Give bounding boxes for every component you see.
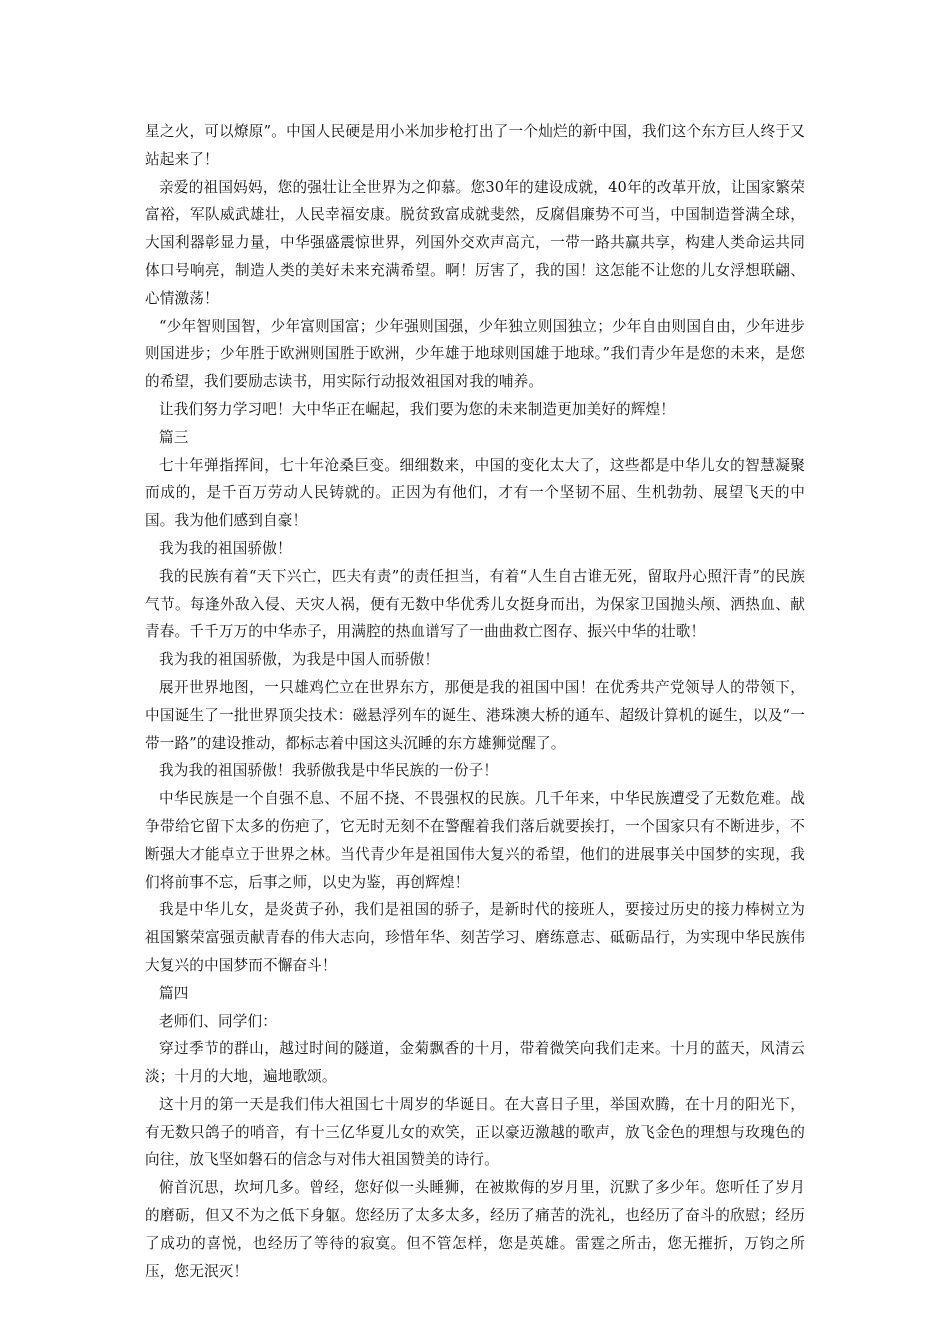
paragraph: 中华民族是一个自强不息、不屈不挠、不畏强权的民族。几千年来，中华民族遭受了无数危难。战争带给它留下太多的伤疤了，它无时无刻不在警醒着我们落后就要挨打，一个国家只有不断进步，不断强大才能卓立于世界之林。当代青少年是祖国伟大复兴的希望，他们的进展事关中国梦的实现，我们将前事不忘，后事之师，以史为鉴，再创辉煌！	[145, 790, 805, 891]
article-body	[145, 118, 805, 1285]
paragraph: 我为我的祖国骄傲！我骄傲我是中华民族的一份子！	[159, 762, 499, 780]
salutation: 老师们、同学们：	[159, 1012, 277, 1030]
paragraph: 让我们努力学习吧！大中华正在崛起，我们要为您的未来制造更加美好的辉煌！	[159, 400, 676, 418]
paragraph: 星之火，可以燎原”。中国人民硬是用小米加步枪打出了一个灿烂的新中国，我们这个东方巨人终于又站起来了！	[145, 123, 805, 168]
paragraph: 亲爱的祖国妈妈，您的强壮让全世界为之仰慕。您30年的建设成就，40年的改革开放，让国家繁荣富裕，军队威武雄壮，人民幸福安康。脱贫致富成就斐然，反腐倡廉势不可当，中国制造誉满全球，大国利器彰显力量，中华强盛震惊世界，列国外交欢声高亢，一带一路共赢共享，构建人类命运共同体口号响亮，制造人类的美好未来充满希望。啊！厉害了，我的国！这怎能不让您的儿女浮想联翩、心情激荡！	[145, 178, 805, 307]
section-heading: 篇三	[159, 428, 189, 446]
section-heading: 篇四	[159, 984, 189, 1002]
paragraph: 展开世界地图，一只雄鸡伫立在世界东方，那便是我的祖国中国！在优秀共产党领导人的带领下，中国诞生了一批世界顶尖技术：磁悬浮列车的诞生、港珠澳大桥的通车、超级计算机的诞生，以及“一带一路”的建设推动，都标志着中国这头沉睡的东方雄狮觉醒了。	[145, 678, 805, 752]
paragraph: 我为我的祖国骄傲，为我是中国人而骄傲！	[159, 651, 440, 669]
paragraph: 俯首沉思，坎坷几多。曾经，您好似一头睡狮，在被欺侮的岁月里，沉默了多少年。您听任了岁月的磨砺，但又不为之低下身躯。您经历了太多太多，经历了痛苦的洗礼，也经历了奋斗的欣慰；经历了成功的喜悦，也经历了等待的寂寞。但不管怎样，您是英雄。雷霆之所击，您无摧折，万钧之所压，您无泯灭！	[145, 1179, 805, 1280]
paragraph: “少年智则国智，少年富则国富；少年强则国强，少年独立则国独立；少年自由则国自由，少年进步则国进步；少年胜于欧洲则国胜于欧洲，少年雄于地球则国雄于地球。”我们青少年是您的未来，是您的希望，我们要励志读书，用实际行动报效祖国对我的哺养。	[145, 317, 805, 391]
paragraph: 我为我的祖国骄傲！	[159, 539, 292, 557]
paragraph: 这十月的第一天是我们伟大祖国七十周岁的华诞日。在大喜日子里，举国欢腾，在十月的阳光下，有无数只鸽子的哨音，有十三亿华夏儿女的欢笑，正以豪迈激越的歌声，放飞金色的理想与玫瑰色的向往，放飞坚如磐石的信念与对伟大祖国赞美的诗行。	[145, 1095, 805, 1169]
paragraph: 穿过季节的群山，越过时间的隧道，金菊飘香的十月，带着微笑向我们走来。十月的蓝天，风清云淡；十月的大地，遍地歌颂。	[145, 1040, 805, 1086]
paragraph: 我是中华儿女，是炎黄子孙，我们是祖国的骄子，是新时代的接班人，要接过历史的接力棒树立为祖国繁荣富强贡献青春的伟大志向，珍惜年华、刻苦学习、磨练意志、砥砺品行，为实现中华民族伟大复兴的中国梦而不懈奋斗！	[145, 901, 805, 974]
paragraph: 七十年弹指挥间，七十年沧桑巨变。细细数来，中国的变化太大了，这些都是中华儿女的智慧凝聚而成的，是千百万劳动人民铸就的。正因为有他们，才有一个坚韧不屈、生机勃勃、展望飞天的中国。我为他们感到自豪！	[145, 456, 805, 530]
paragraph: 我的民族有着“天下兴亡，匹夫有责”的责任担当，有着“人生自古谁无死，留取丹心照汗青”的民族气节。每逢外敌入侵、天灾人祸，便有无数中华优秀儿女挺身而出，为保家卫国抛头颅、洒热血、献青春。千千万万的中华赤子，用满腔的热血谱写了一曲曲救亡图存、振兴中华的壮歌！	[145, 567, 805, 641]
